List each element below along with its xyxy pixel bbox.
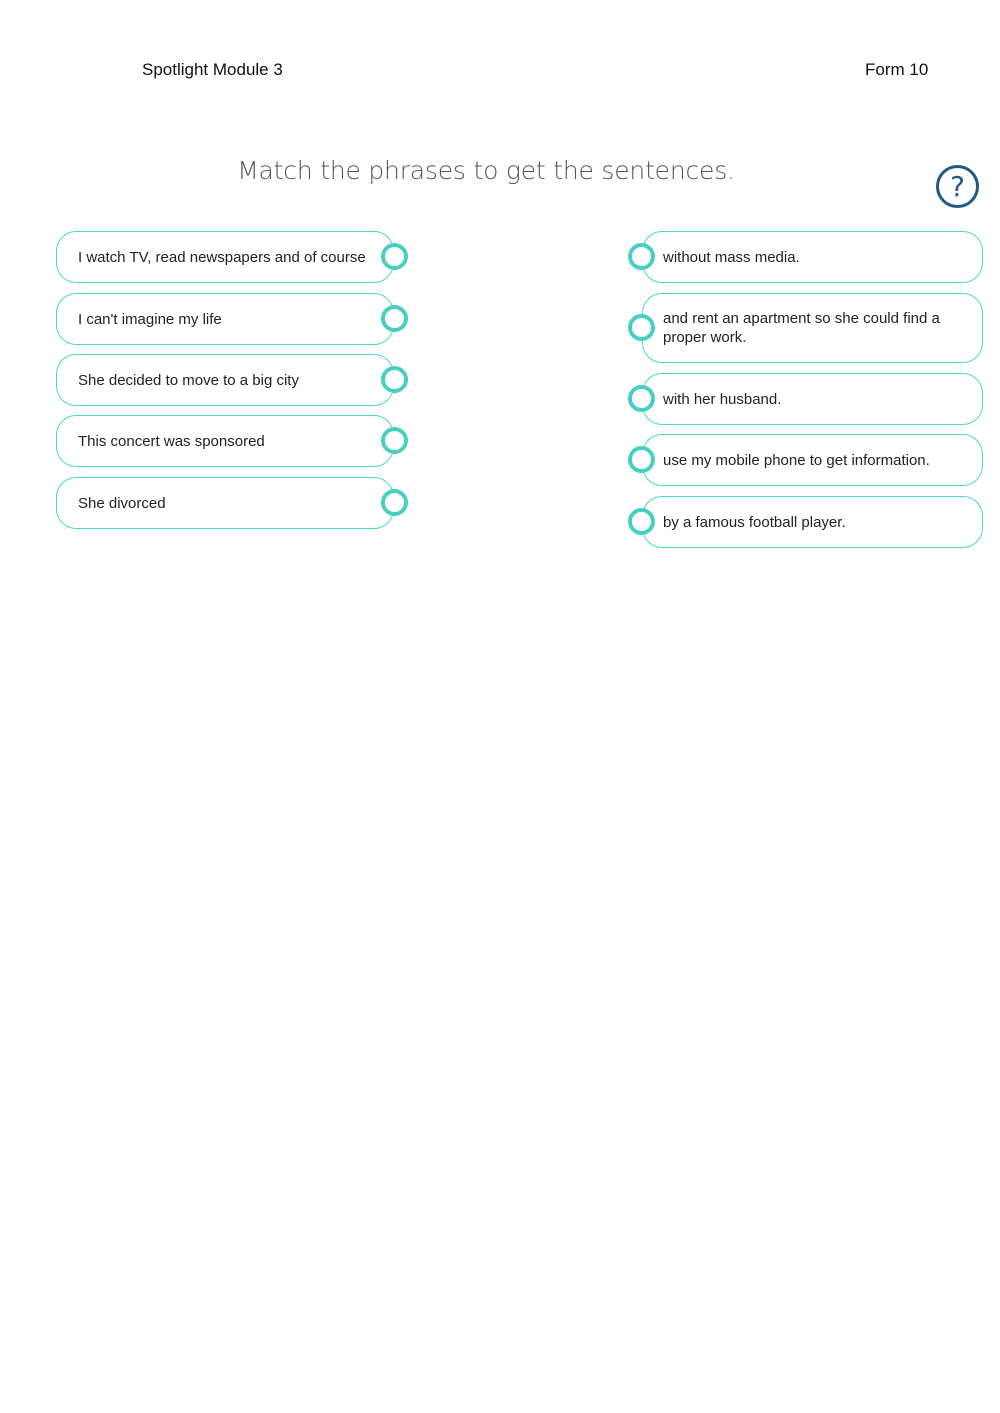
- right-connector-handle[interactable]: [628, 243, 655, 270]
- left-phrase-label: This concert was sponsored: [78, 432, 265, 450]
- left-connector-handle[interactable]: [381, 427, 408, 454]
- left-phrase-card[interactable]: [56, 477, 394, 529]
- right-phrase-label: with her husband.: [663, 390, 782, 408]
- left-connector-handle[interactable]: [381, 243, 408, 270]
- right-phrase-card[interactable]: [642, 373, 983, 425]
- right-phrase-card[interactable]: [642, 293, 983, 363]
- question-mark-icon: ?: [950, 170, 965, 203]
- instruction-text: Match the phrases to get the sentences.: [237, 156, 735, 185]
- right-phrase-card[interactable]: [642, 231, 983, 283]
- left-connector-handle[interactable]: [381, 305, 408, 332]
- right-phrase-card[interactable]: [642, 496, 983, 548]
- left-phrase-card[interactable]: [56, 415, 394, 467]
- header-form: Form 10: [865, 60, 929, 79]
- left-connector-handle[interactable]: [381, 489, 408, 516]
- left-phrase-card[interactable]: [56, 354, 394, 406]
- left-phrase-label: She decided to move to a big city: [78, 371, 299, 389]
- left-phrase-card[interactable]: [56, 231, 394, 283]
- help-button[interactable]: [936, 165, 979, 208]
- right-connector-handle[interactable]: [628, 446, 655, 473]
- right-connector-handle[interactable]: [628, 385, 655, 412]
- left-connector-handle[interactable]: [381, 366, 408, 393]
- left-phrase-label: I can't imagine my life: [78, 310, 222, 328]
- header-title: Spotlight Module 3: [142, 60, 283, 79]
- left-phrase-label: I watch TV, read newspapers and of course: [78, 248, 366, 266]
- right-phrase-label: by a famous football player.: [663, 513, 846, 531]
- right-connector-handle[interactable]: [628, 508, 655, 535]
- right-phrase-label: and rent an apartment so she could find a proper work.: [663, 310, 940, 346]
- right-phrase-label: without mass media.: [663, 248, 800, 266]
- left-phrase-card[interactable]: [56, 293, 394, 345]
- right-phrase-label: use my mobile phone to get information.: [663, 451, 930, 469]
- left-phrase-label: She divorced: [78, 494, 166, 512]
- right-phrase-card[interactable]: [642, 434, 983, 486]
- right-connector-handle[interactable]: [628, 314, 655, 341]
